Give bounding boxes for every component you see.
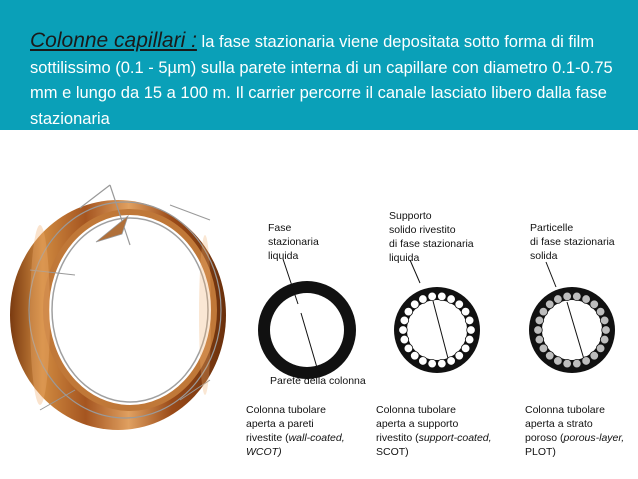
bead: [410, 300, 419, 309]
wcot-caption: Colonna tubolare aperta a pareti rivestite (wall-coated, WCOT): [246, 404, 345, 458]
bead: [465, 335, 474, 344]
bead: [455, 300, 464, 309]
bead: [447, 357, 456, 366]
wcot-phase-label: Fase stazionaria liquida: [268, 222, 319, 262]
bead: [582, 295, 591, 304]
bead: [410, 351, 419, 360]
slide-body-text: la fase stazionaria viene depositata sotto forma di film sottilissimo (0.1 - 5µm) sulla parete interna di un capillare con diametro 0.1-0.75 mm e lungo da 15 a 100 m. Il carrier percorre il canale lasciato libero dalla fase stazionaria: [30, 33, 613, 128]
bead: [573, 359, 582, 368]
plot-cross-section: [529, 262, 615, 373]
scot-cross-section: [394, 260, 480, 373]
bead: [404, 307, 413, 316]
bead: [535, 335, 544, 344]
bead: [447, 295, 456, 304]
bead: [428, 292, 437, 301]
bead: [554, 357, 563, 366]
wcot-cross-section: [258, 259, 356, 379]
bead: [455, 351, 464, 360]
bead: [535, 316, 544, 325]
bead: [582, 357, 591, 366]
bead: [400, 316, 409, 325]
bead: [539, 344, 548, 353]
bead: [602, 326, 611, 335]
bead: [467, 326, 476, 335]
bead: [428, 359, 437, 368]
bead: [545, 351, 554, 360]
bead: [419, 357, 428, 366]
bead: [534, 326, 543, 335]
bead: [400, 335, 409, 344]
bead: [545, 300, 554, 309]
slide-title: Colonne capillari :: [30, 29, 197, 52]
plot-phase-label: Particelle di fase stazionaria solida: [530, 222, 615, 262]
bead: [539, 307, 548, 316]
bead: [419, 295, 428, 304]
bead: [596, 307, 605, 316]
bead: [438, 292, 447, 301]
scot-caption: Colonna tubolare aperta a supporto rivestito (support-coated, SCOT): [376, 404, 492, 458]
bead: [438, 359, 447, 368]
bead: [596, 344, 605, 353]
bead: [590, 351, 599, 360]
bead: [461, 307, 470, 316]
bead: [563, 292, 572, 301]
bead: [590, 300, 599, 309]
bead: [600, 335, 609, 344]
bead: [554, 295, 563, 304]
bead: [404, 344, 413, 353]
plot-caption: Colonna tubolare aperta a strato poroso (porous-layer, PLOT): [525, 404, 625, 458]
bead: [399, 326, 408, 335]
wall-label: Parete della colonna: [270, 375, 366, 387]
bead: [600, 316, 609, 325]
bead: [461, 344, 470, 353]
bead: [465, 316, 474, 325]
scot-phase-label: Supporto solido rivestito di fase stazionaria liquida: [389, 210, 474, 264]
bead: [563, 359, 572, 368]
bead: [573, 292, 582, 301]
